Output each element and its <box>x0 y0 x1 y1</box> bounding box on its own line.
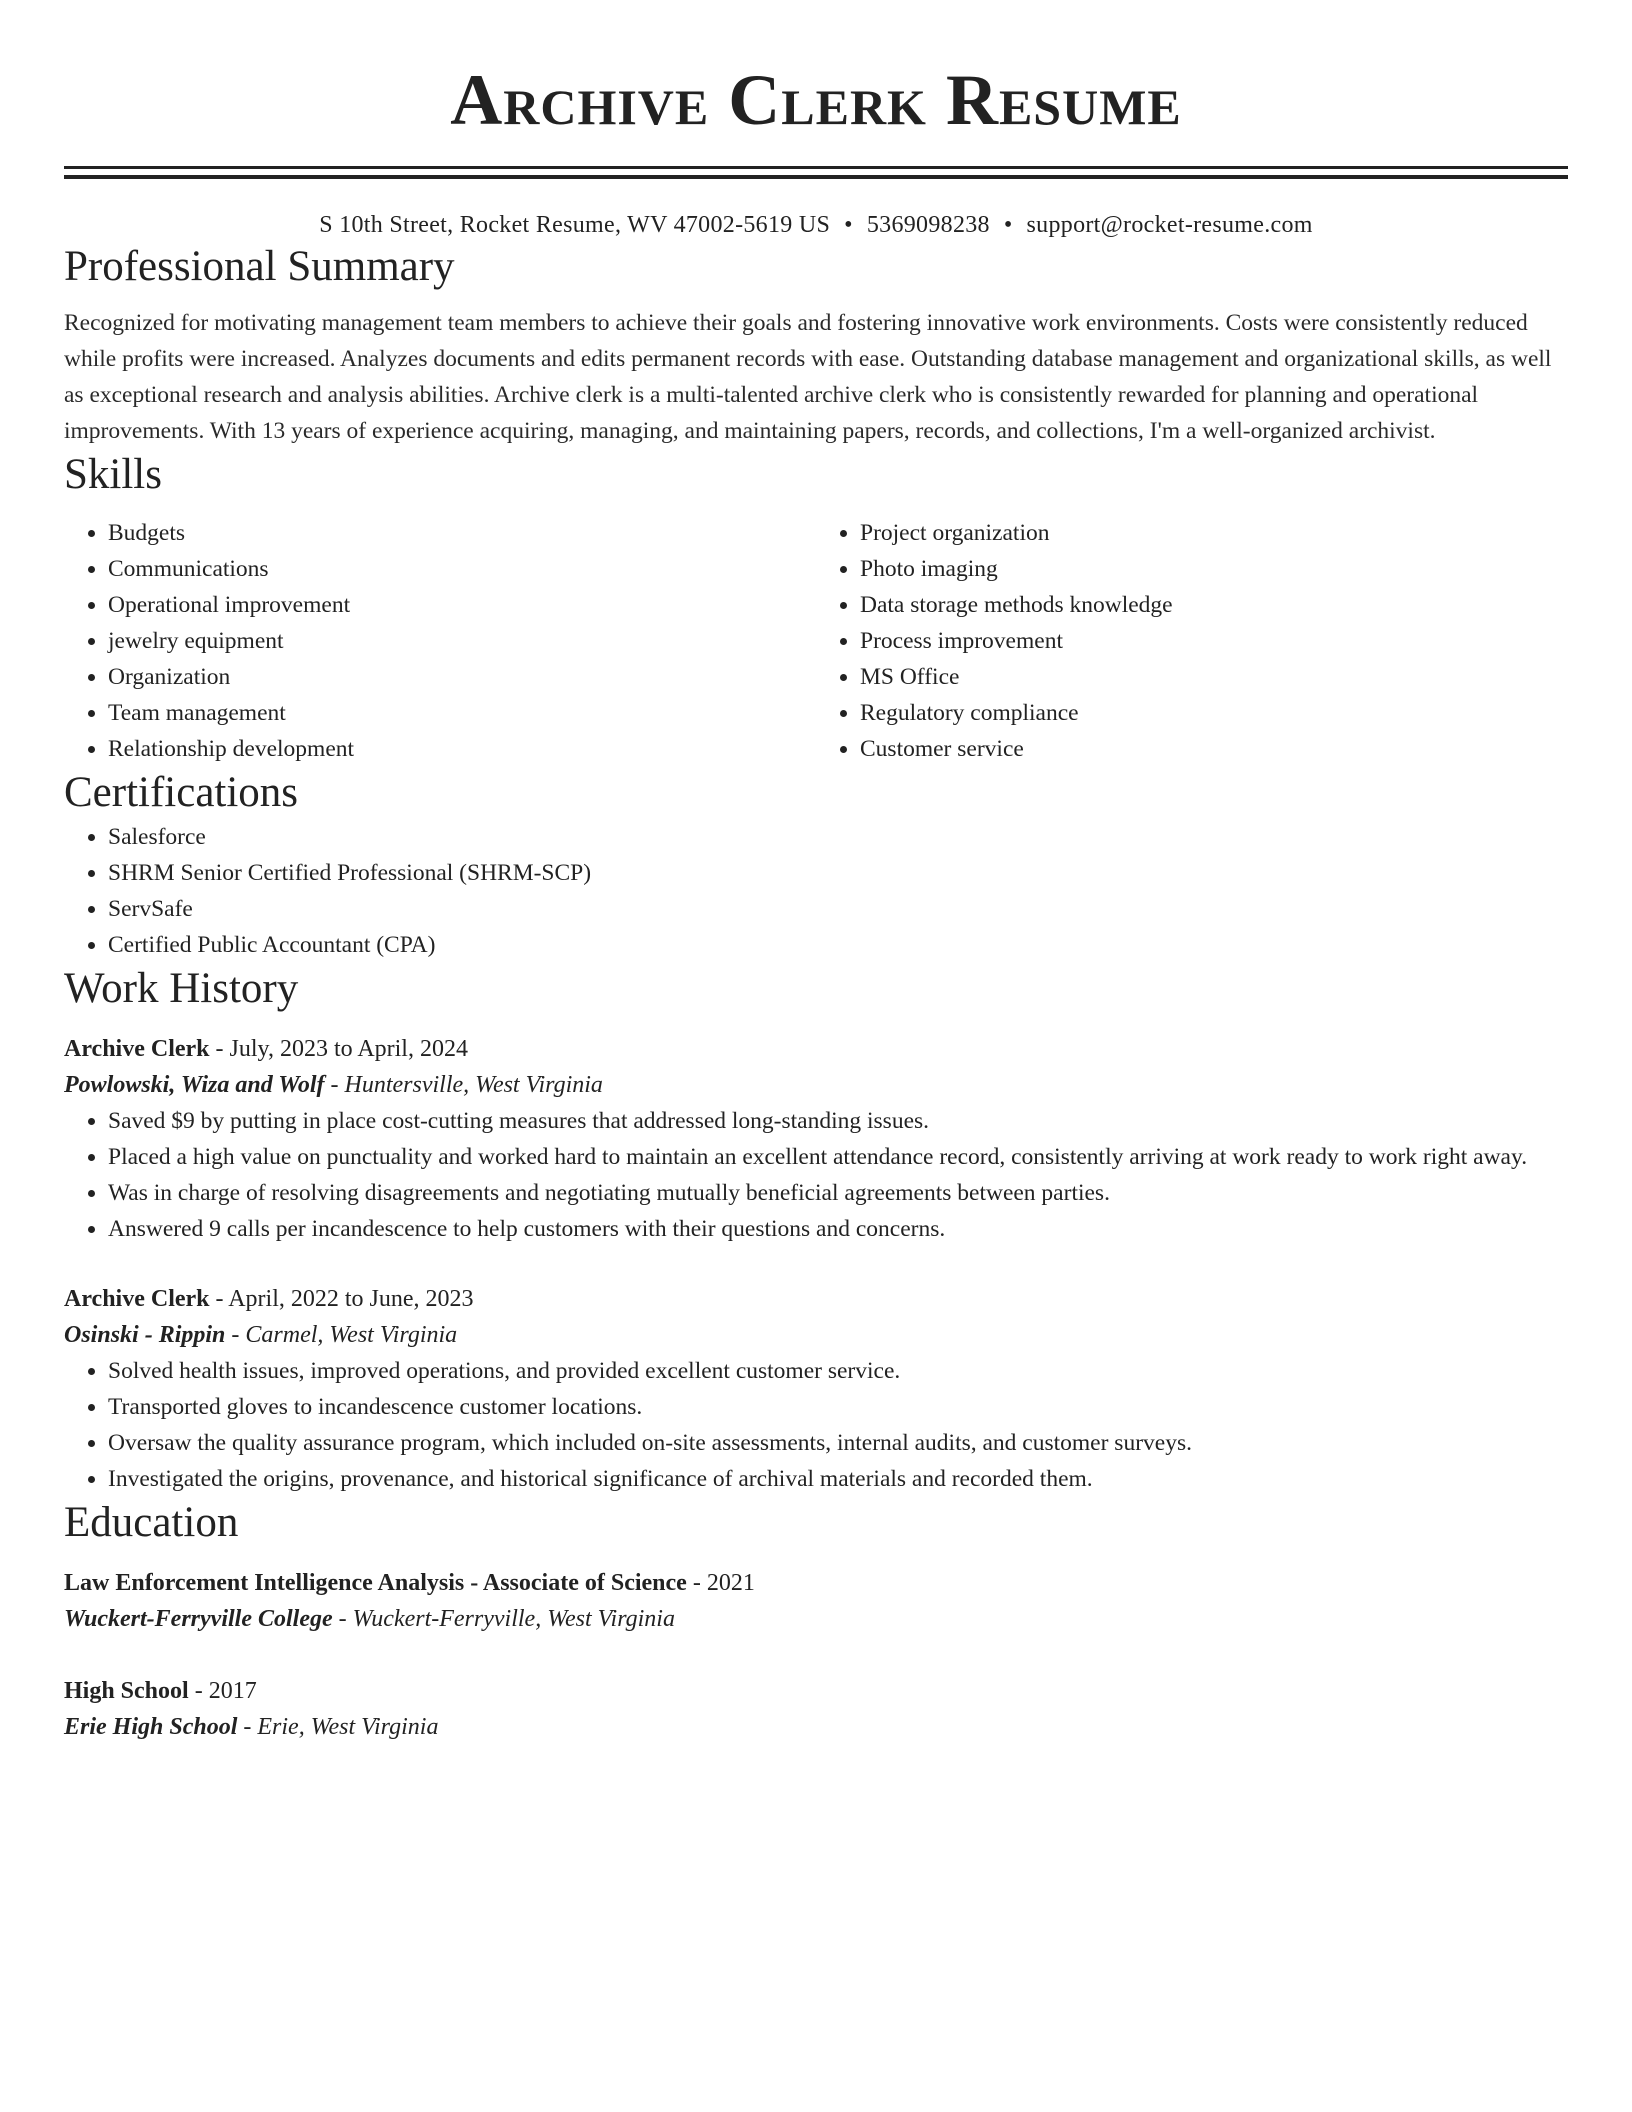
certification-item: • Salesforce <box>108 819 1568 855</box>
skill-item: • Operational improvement <box>108 587 816 623</box>
job-dates: - April, 2022 to June, 2023 <box>209 1286 474 1312</box>
job-entry <box>64 1031 1568 1247</box>
skills-list <box>64 515 1568 767</box>
education-entry <box>64 1565 1568 1637</box>
job-duty-item: • Transported gloves to incandescence customer locations. <box>108 1389 1568 1425</box>
skill-item: • Regulatory compliance <box>860 695 1568 731</box>
skill-item: • Relationship development <box>108 731 816 767</box>
education-header <box>64 1565 1568 1601</box>
certification-item: • SHRM Senior Certified Professional (SHRM-SCP) <box>108 855 1568 891</box>
education-school-line <box>64 1709 1568 1745</box>
job-duties <box>64 1353 1568 1497</box>
education-year: - 2017 <box>188 1678 257 1704</box>
job-company: Powlowski, Wiza and Wolf <box>64 1072 325 1098</box>
job-dates: - July, 2023 to April, 2024 <box>209 1036 468 1062</box>
skill-item: • Process improvement <box>860 623 1568 659</box>
job-employer <box>64 1317 1568 1353</box>
job-title: Archive Clerk <box>64 1036 210 1062</box>
job-duties <box>64 1103 1568 1247</box>
education-header <box>64 1673 1568 1709</box>
contact-separator: • <box>844 212 853 238</box>
contact-address: S 10th Street, Rocket Resume, WV 47002-5619 US <box>319 212 831 238</box>
contact-phone: 5369098238 <box>866 212 990 238</box>
skill-item: • MS Office <box>860 659 1568 695</box>
skill-item: • jewelry equipment <box>108 623 816 659</box>
job-duty-item: • Oversaw the quality assurance program, which included on-site assessments, internal audits, and customer surveys. <box>108 1425 1568 1461</box>
job-title: Archive Clerk <box>64 1286 210 1312</box>
certifications-heading: Certifications <box>64 769 299 816</box>
skill-item: • Customer service <box>860 731 1568 767</box>
job-location: - Carmel, West Virginia <box>225 1322 458 1348</box>
education-degree: High School <box>64 1678 189 1704</box>
education-location: - Erie, West Virginia <box>237 1714 439 1740</box>
contact-email: support@rocket-resume.com <box>1026 212 1313 238</box>
skill-item: • Photo imaging <box>860 551 1568 587</box>
title-divider-bottom <box>64 175 1568 179</box>
job-duty-item: • Investigated the origins, provenance, and historical significance of archival materials and recorded them. <box>108 1461 1568 1497</box>
education-entry <box>64 1673 1568 1745</box>
job-duty-item: • Placed a high value on punctuality and worked hard to maintain an excellent attendance record, consistently arriving at work ready to work right away. <box>108 1139 1568 1175</box>
education-school-line <box>64 1601 1568 1637</box>
education-school: Erie High School <box>64 1714 238 1740</box>
skills-heading: Skills <box>64 451 162 498</box>
job-header <box>64 1031 1568 1067</box>
skill-item: • Communications <box>108 551 816 587</box>
job-duty-item: • Was in charge of resolving disagreements and negotiating mutually beneficial agreements between parties. <box>108 1175 1568 1211</box>
job-duty-item: • Answered 9 calls per incandescence to help customers with their questions and concerns. <box>108 1211 1568 1247</box>
skills-column-left <box>64 515 816 767</box>
certification-item: • Certified Public Accountant (CPA) <box>108 927 1568 963</box>
education-heading: Education <box>64 1499 239 1546</box>
education-year: - 2021 <box>686 1570 755 1596</box>
skill-item: • Team management <box>108 695 816 731</box>
certifications-list <box>64 819 1568 963</box>
education-school: Wuckert-Ferryville College <box>64 1606 333 1632</box>
title-divider-top <box>64 166 1568 169</box>
job-duty-item: • Solved health issues, improved operations, and provided excellent customer service. <box>108 1353 1568 1389</box>
work-history-heading: Work History <box>64 965 299 1012</box>
job-location: - Huntersville, West Virginia <box>324 1072 603 1098</box>
job-employer <box>64 1067 1568 1103</box>
skill-item: • Data storage methods knowledge <box>860 587 1568 623</box>
skill-item: • Budgets <box>108 515 816 551</box>
education-degree: Law Enforcement Intelligence Analysis - Associate of Science <box>64 1570 687 1596</box>
certification-item: • ServSafe <box>108 891 1568 927</box>
job-duty-item: • Saved $9 by putting in place cost-cutting measures that addressed long-standing issues. <box>108 1103 1568 1139</box>
resume-title: Archive Clerk Resume <box>450 60 1182 140</box>
education-location: - Wuckert-Ferryville, West Virginia <box>332 1606 675 1632</box>
job-company: Osinski - Rippin <box>64 1322 226 1348</box>
skill-item: • Organization <box>108 659 816 695</box>
skills-column-right <box>816 515 1568 767</box>
summary-heading: Professional Summary <box>64 243 455 290</box>
skill-item: • Project organization <box>860 515 1568 551</box>
contact-line <box>64 209 1568 241</box>
summary-text: Recognized for motivating management team members to achieve their goals and fostering innovative work environments. Costs were consistently reduced while profits were increased. Analyzes documents and edits permanent records with ease. Outstanding database management and organizational skills, as well as exceptional research and analysis abilities. Archive clerk is a multi-talented archive clerk who is consistently rewarded for planning and operational improvements. With 13 years of experience acquiring, managing, and maintaining papers, records, and collections, I'm a well-organized archivist. <box>64 310 1552 444</box>
job-header <box>64 1281 1568 1317</box>
job-entry <box>64 1281 1568 1497</box>
contact-separator: • <box>1003 212 1013 238</box>
